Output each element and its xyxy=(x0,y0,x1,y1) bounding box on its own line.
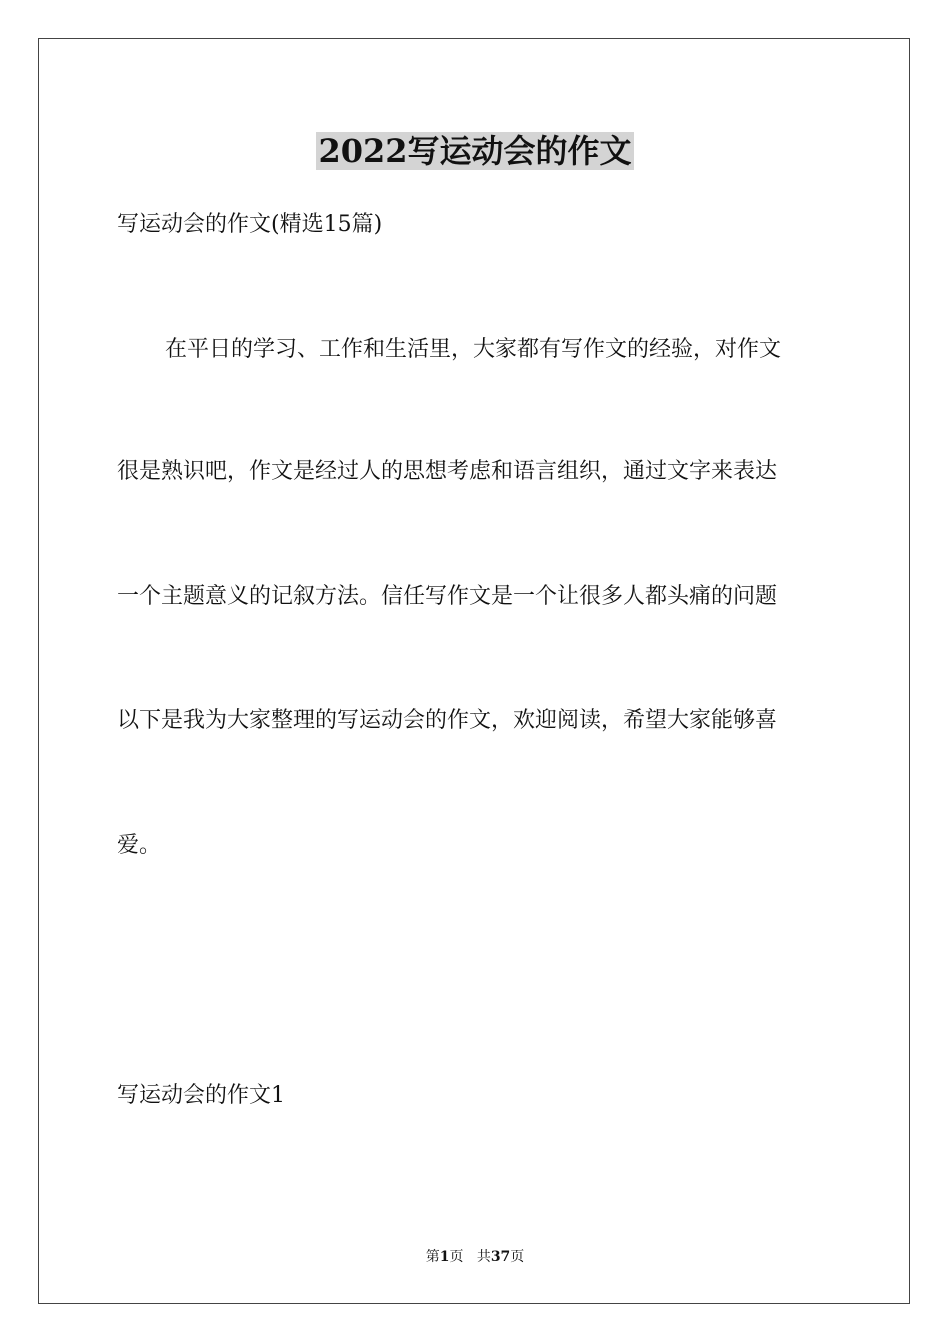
footer-total-suffix: 页 xyxy=(510,1249,525,1265)
document-subtitle: 写运动会的作文(精选15篇) xyxy=(117,212,383,237)
intro-line-3: 一个主题意义的记叙方法。信任写作文是一个让很多人都头痛的问题 xyxy=(117,584,778,609)
section-heading: 写运动会的作文1 xyxy=(117,1083,285,1108)
page-footer xyxy=(0,1246,950,1268)
intro-line-5: 爱。 xyxy=(117,833,162,858)
footer-total-prefix: 共 xyxy=(476,1249,491,1265)
footer-page-total: 37 xyxy=(490,1249,511,1265)
footer-page-suffix: 页 xyxy=(449,1249,464,1265)
footer-page-current: 1 xyxy=(439,1249,450,1265)
document-title-text: 2022写运动会的作文 xyxy=(318,132,632,170)
intro-line-4: 以下是我为大家整理的写运动会的作文，欢迎阅读，希望大家能够喜 xyxy=(117,708,778,733)
footer-page-prefix: 第 xyxy=(425,1249,440,1265)
intro-line-2: 很是熟识吧，作文是经过人的思想考虑和语言组织，通过文字来表达 xyxy=(117,459,778,484)
intro-line-1: 在平日的学习、工作和生活里，大家都有写作文的经验，对作文 xyxy=(165,337,782,362)
document-title xyxy=(0,125,950,177)
